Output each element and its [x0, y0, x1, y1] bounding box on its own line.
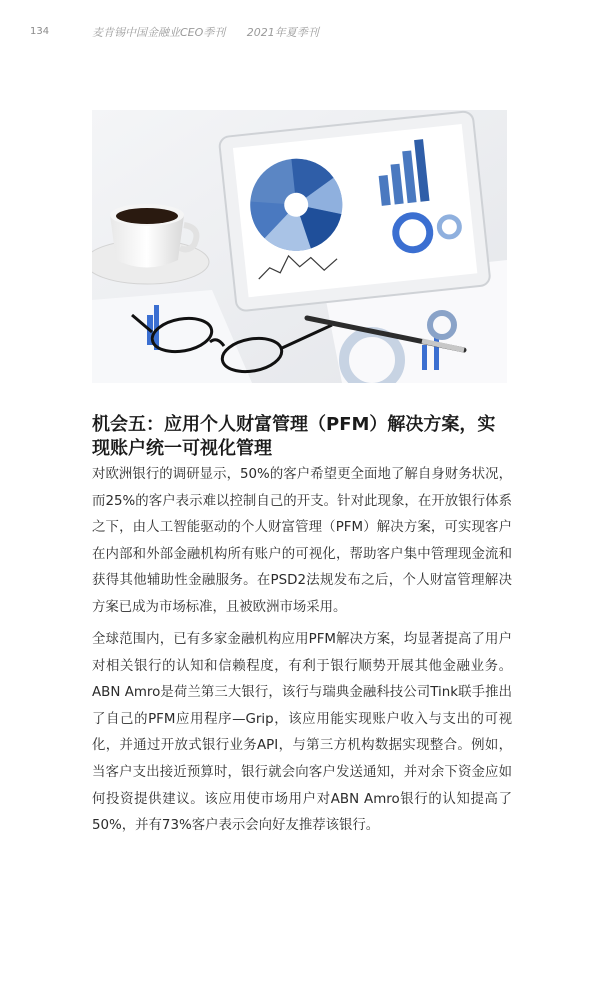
publication-name: 麦肯锡中国金融业CEO季刊 [92, 26, 226, 39]
coffee [116, 208, 178, 224]
body-paragraph: 对欧洲银行的调研显示，50%的客户希望更全面地了解自身财务状况，而25%的客户表示难以控制自己的开支。针对此现象，在开放银行体系之下，由人工智能驱动的个人财富管理（PFM）解决方案，可实现客户在内部和外部金融机构所有账户的可视化，帮助客户集中管理现金流和获得其他辅助性金融服务。在PSD2法规发布之后，个人财富管理解决方案已成为市场标准，且被欧洲市场采用。 [92, 467, 512, 615]
issue-label: 2021年夏季刊 [246, 26, 319, 39]
page-number: 134 [30, 26, 50, 37]
running-title [92, 24, 337, 40]
section-heading: 机会五：应用个人财富管理（PFM）解决方案，实现账户统一可视化管理 [92, 414, 496, 459]
body-paragraph: 全球范围内，已有多家金融机构应用PFM解决方案，均显著提高了用户对相关银行的认知和信赖程度，有利于银行顺势开展其他金融业务。ABN Amro是荷兰第三大银行，该行与瑞典金融科技公司Tink联手推出了自己的PFM应用程序—Grip，该应用能实现账户收入与支出的可视化，并通过开放式银行业务API，与第三方机构数据实现整合。例如，当客户支出接近预算时，银行就会向客户发送通知，并对余下资金应如何投资提供建议。该应用使市场用户对ABN Amro银行的认知提高了50%，并有73%客户表示会向好友推荐该银行。 [92, 632, 512, 834]
page-header [30, 24, 570, 44]
photo-illustration [92, 110, 507, 383]
hero-photo [92, 110, 507, 383]
paper-bar [422, 345, 427, 370]
paper-bar [434, 335, 439, 370]
